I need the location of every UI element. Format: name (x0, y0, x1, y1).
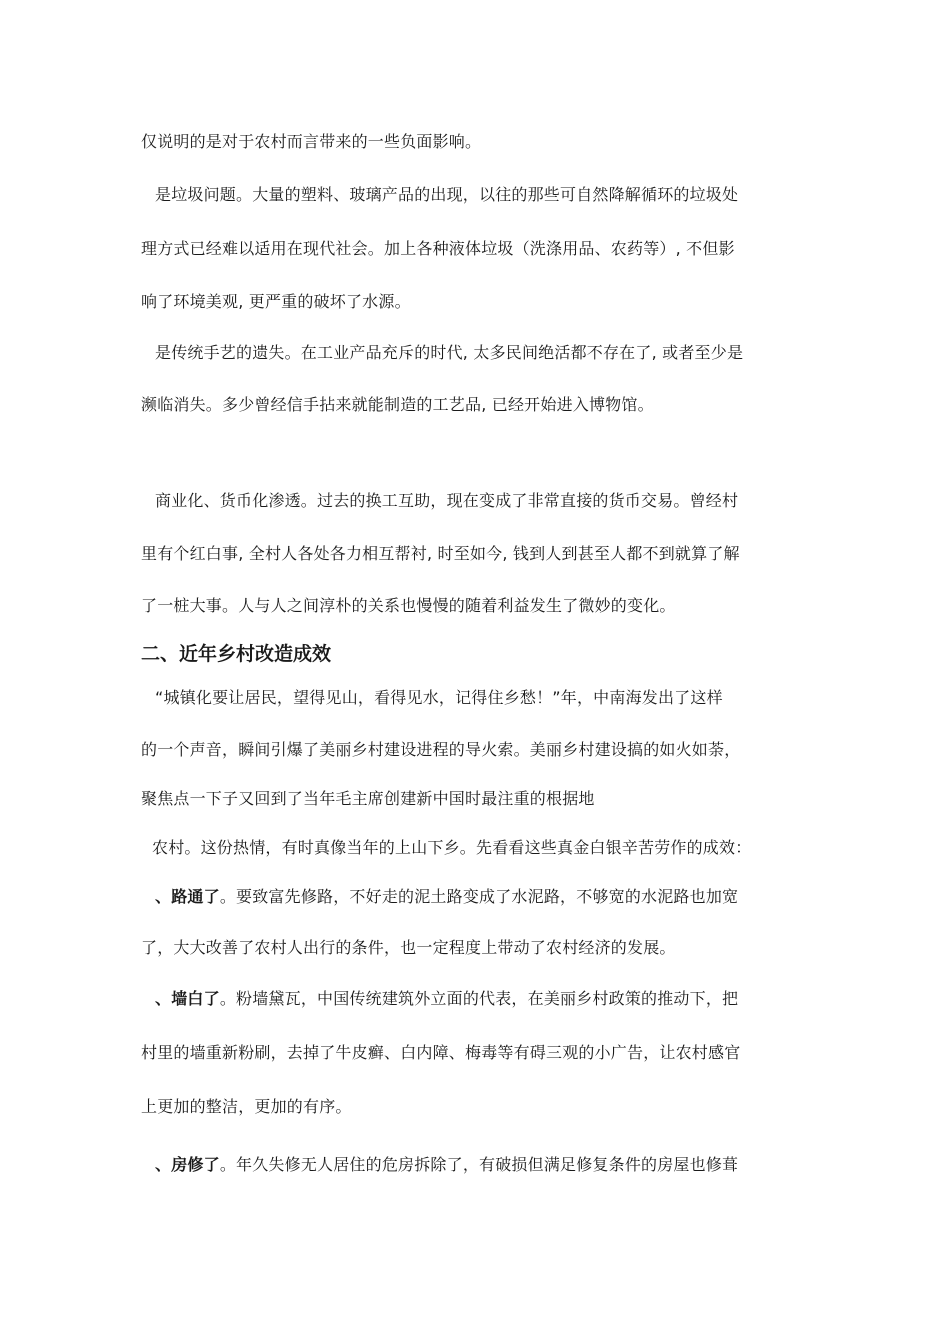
list-item-line (155, 886, 738, 908)
paragraph-line: 是垃圾问题。大量的塑料、玻璃产品的出现，以往的那些可自然降解循环的垃圾处 (155, 185, 739, 204)
list-item-title: 、房修了 (155, 1155, 220, 1174)
paragraph-line: 理方式已经难以适用在现代社会。加上各种液体垃圾（洗涤用品、农药等）, 不但影 (141, 239, 735, 258)
paragraph-line: 仅说明的是对于农村而言带来的一些负面影响。 (141, 132, 482, 151)
paragraph-line: 上更加的整洁，更加的有序。 (141, 1097, 352, 1116)
paragraph-line: 村里的墙重新粉刷，去掉了牛皮癣、白内障、梅毒等有碍三观的小广告，让农村感官 (141, 1043, 741, 1062)
section-heading: 二、近年乡村改造成效 (141, 643, 332, 665)
paragraph-line: 的一个声音，瞬间引爆了美丽乡村建设进程的导火索。美丽乡村建设搞的如火如荼， (141, 740, 741, 759)
list-item-text: 。要致富先修路，不好走的泥土路变成了水泥路，不够宽的水泥路也加宽 (219, 887, 739, 906)
paragraph-line: 里有个红白事, 全村人各处各力相互帮衬, 时至如今, 钱到人到甚至人都不到就算了解 (141, 544, 740, 563)
paragraph-line: “城镇化要让居民，望得见山，看得见水，记得住乡愁！”年，中南海发出了这样 (155, 688, 723, 707)
list-item-line (155, 988, 738, 1010)
paragraph-line: 了一桩大事。人与人之间淳朴的关系也慢慢的随着利益发生了微妙的变化。 (141, 596, 676, 615)
paragraph-line: 农村。这份热情，有时真像当年的上山下乡。先看看这些真金白银辛苦劳作的成效： (152, 838, 752, 857)
paragraph-line: 濒临消失。多少曾经信手拈来就能制造的工艺品, 已经开始进入博物馆。 (141, 395, 654, 414)
paragraph-line: 是传统手艺的遗失。在工业产品充斥的时代, 太多民间绝活都不存在了, 或者至少是 (155, 343, 744, 362)
list-item-line (155, 1154, 738, 1176)
paragraph-line: 商业化、货币化渗透。过去的换工互助，现在变成了非常直接的货币交易。曾经村 (155, 491, 739, 510)
paragraph-line: 了，大大改善了农村人出行的条件，也一定程度上带动了农村经济的发展。 (141, 938, 676, 957)
list-item-title: 、路通了 (155, 887, 220, 906)
paragraph-line: 聚焦点一下子又回到了当年毛主席创建新中国时最注重的根据地 (141, 789, 595, 808)
list-item-text: 。粉墙黛瓦，中国传统建筑外立面的代表，在美丽乡村政策的推动下，把 (219, 989, 739, 1008)
paragraph-line: 响了环境美观, 更严重的破坏了水源。 (141, 292, 411, 311)
list-item-title: 、墙白了 (155, 989, 220, 1008)
list-item-text: 。年久失修无人居住的危房拆除了，有破损但满足修复条件的房屋也修葺 (219, 1155, 739, 1174)
